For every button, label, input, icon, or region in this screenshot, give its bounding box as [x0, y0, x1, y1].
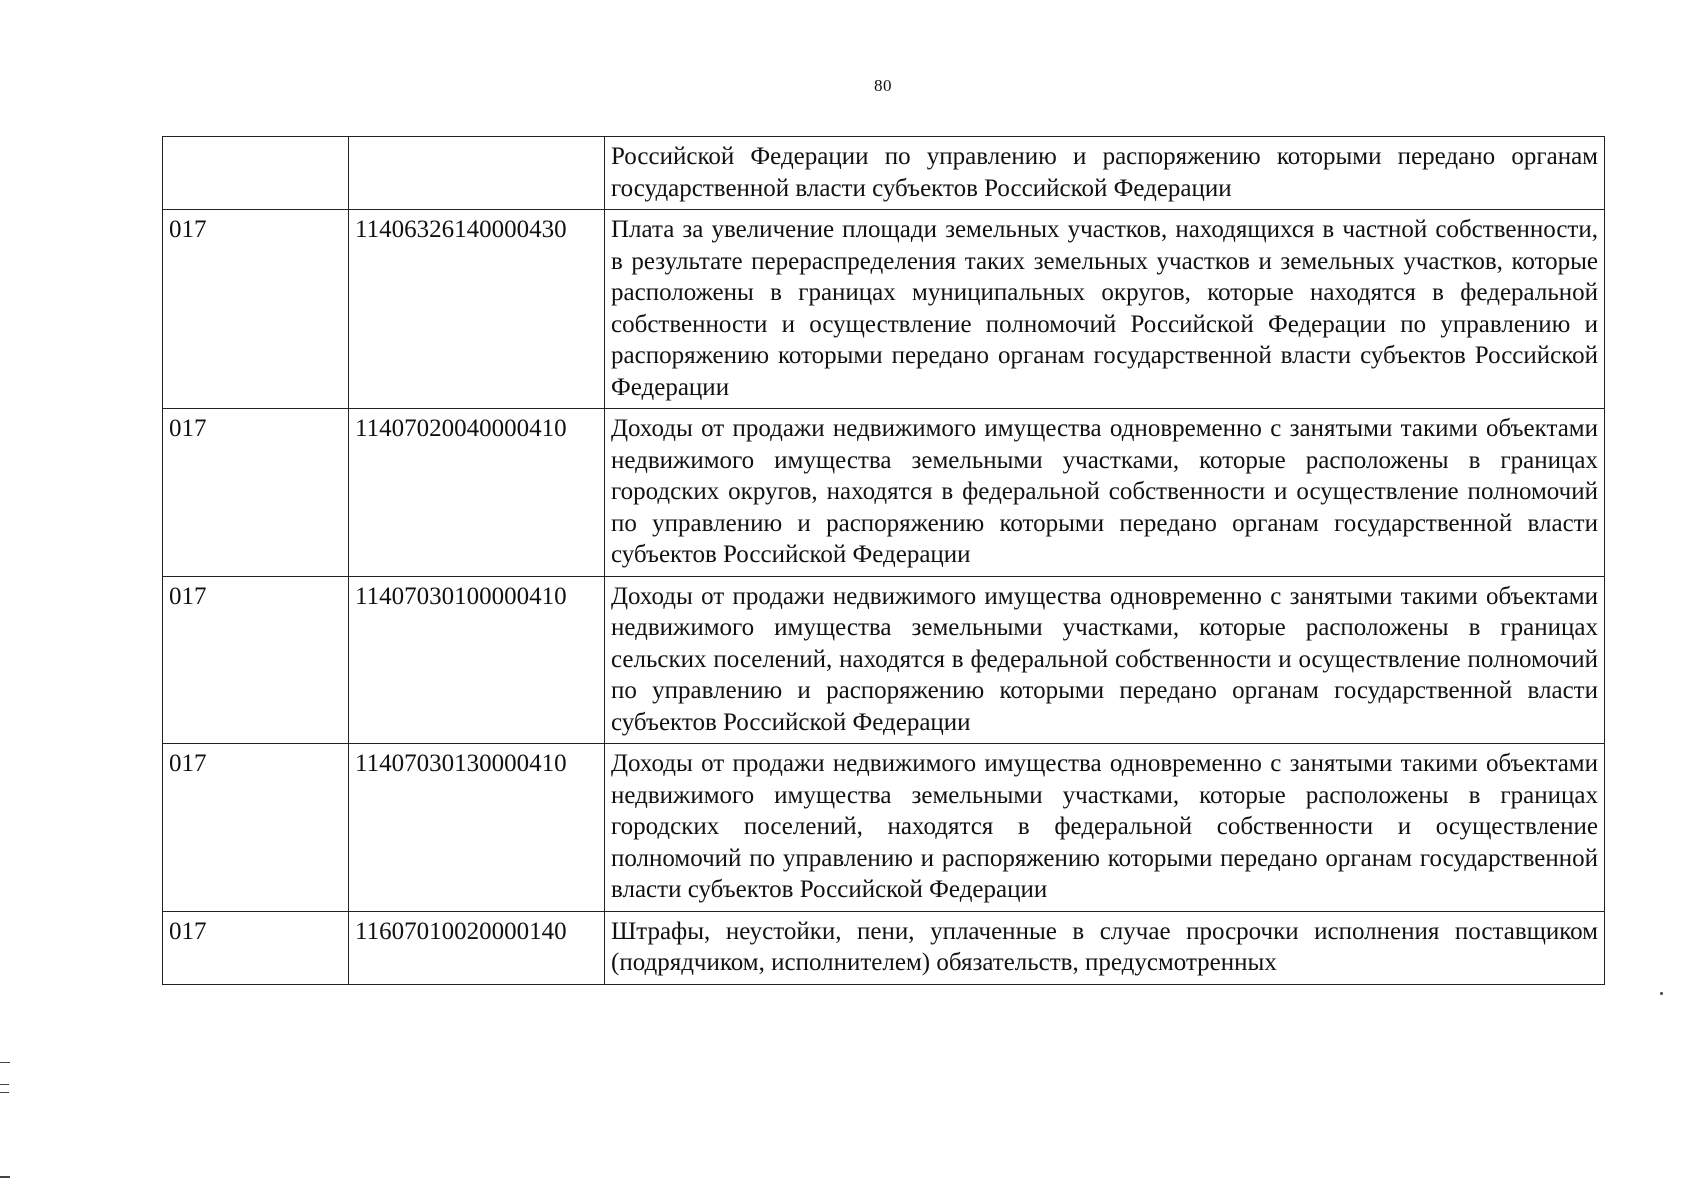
scan-artifact — [0, 1176, 10, 1178]
kbk-cell: 11407030130000410 — [349, 744, 605, 912]
admin-code-cell: 017 — [163, 744, 349, 912]
description-cell: Штрафы, неустойки, пени, уплаченные в случае просрочки исполнения поставщиком (подрядчиком, исполнителем) обязательств, предусмотренных — [605, 911, 1605, 984]
admin-code-cell: 017 — [163, 576, 349, 744]
page-number: 80 — [874, 76, 892, 95]
revenue-codes-table — [162, 136, 1605, 985]
admin-code-cell: 017 — [163, 210, 349, 409]
table-row — [163, 911, 1605, 984]
description-cell: Доходы от продажи недвижимого имущества одновременно с занятыми такими объектами недвижимого имущества земельными участками, которые расположены в границах городских поселений, находятся в федеральной собственности и осуществление полномочий по управлению и распоряжению которыми передано органам государственной власти субъектов Российской Федерации — [605, 744, 1605, 912]
admin-code-cell: 017 — [163, 409, 349, 577]
table-row — [163, 409, 1605, 577]
admin-code-cell — [163, 137, 349, 210]
table-row — [163, 137, 1605, 210]
kbk-cell: 11407030100000410 — [349, 576, 605, 744]
kbk-cell — [349, 137, 605, 210]
table-row — [163, 576, 1605, 744]
description-cell: Российской Федерации по управлению и распоряжению которыми передано органам государственной власти субъектов Российской Федерации — [605, 137, 1605, 210]
description-cell: Плата за увеличение площади земельных участков, находящихся в частной собственности, в результате перераспределения таких земельных участков и земельных участков, которые расположены в границах муниципальных округов, которые находятся в федеральной собственности и осуществление полномочий Российской Федерации по управлению и распоряжению которыми передано органам государственной власти субъектов Российской Федерации — [605, 210, 1605, 409]
scan-artifact — [1660, 992, 1663, 995]
kbk-cell: 11406326140000430 — [349, 210, 605, 409]
kbk-cell: 11607010020000140 — [349, 911, 605, 984]
description-cell: Доходы от продажи недвижимого имущества одновременно с занятыми такими объектами недвижимого имущества земельными участками, которые расположены в границах городских округов, находятся в федеральной собственности и осуществление полномочий по управлению и распоряжению которыми передано органам государственной власти субъектов Российской Федерации — [605, 409, 1605, 577]
scan-artifact — [0, 1084, 9, 1085]
admin-code-cell: 017 — [163, 911, 349, 984]
table-row — [163, 744, 1605, 912]
table-row — [163, 210, 1605, 409]
description-cell: Доходы от продажи недвижимого имущества одновременно с занятыми такими объектами недвижимого имущества земельными участками, которые расположены в границах сельских поселений, находятся в федеральной собственности и осуществление полномочий по управлению и распоряжению которыми передано органам государственной власти субъектов Российской Федерации — [605, 576, 1605, 744]
kbk-cell: 11407020040000410 — [349, 409, 605, 577]
scan-artifact — [0, 1062, 10, 1063]
scan-artifact — [0, 1092, 9, 1093]
